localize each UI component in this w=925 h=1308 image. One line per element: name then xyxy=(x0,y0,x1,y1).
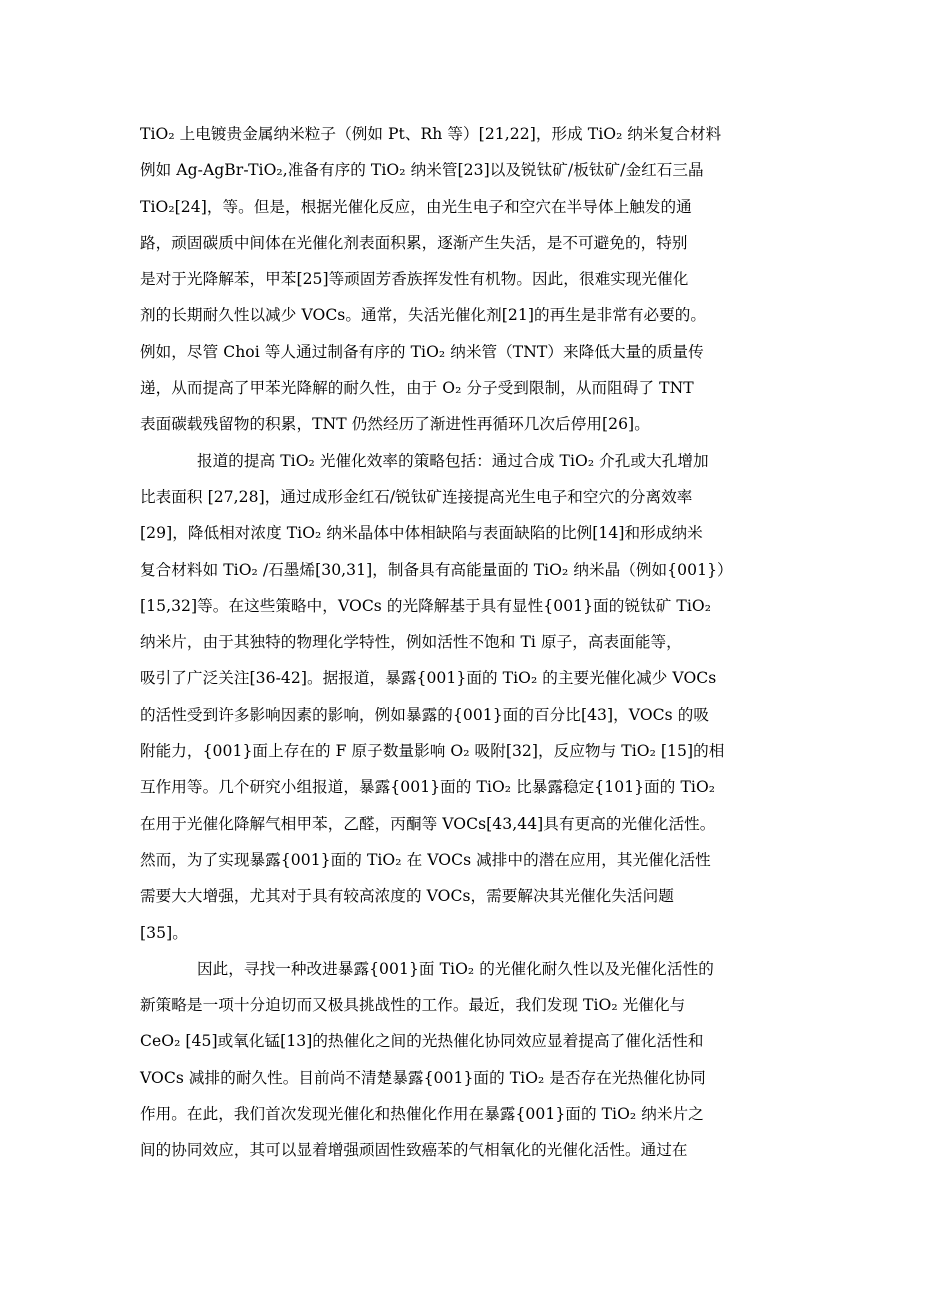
text-line: 纳米片，由于其独特的物理化学特性，例如活性不饱和 Ti 原子，高表面能等， xyxy=(140,633,682,652)
text-line: [15,32]等。在这些策略中，VOCs 的光降解基于具有显性{001}面的锐钛矿 TiO₂ xyxy=(140,596,712,615)
text-line: 的活性受到许多影响因素的影响，例如暴露的{001}面的百分比[43]，VOCs 的吸 xyxy=(140,705,710,724)
text-line: 然而，为了实现暴露{001}面的 TiO₂ 在 VOCs 减排中的潜在应用，其光催化活性 xyxy=(140,850,711,869)
text-line: VOCs 减排的耐久性。目前尚不清楚暴露{001}面的 TiO₂ 是否存在光热催化协同 xyxy=(140,1068,706,1087)
text-line: 例如，尽管 Choi 等人通过制备有序的 TiO₂ 纳米管（TNT）来降低大量的质量传 xyxy=(140,342,704,361)
text-line: TiO₂ 上电镀贵金属纳米粒子（例如 Pt、Rh 等）[21,22]，形成 TiO₂ 纳米复合材料 xyxy=(140,125,722,143)
paragraph-first-line: 报道的提高 TiO₂ 光催化效率的策略包括：通过合成 TiO₂ 介孔或大孔增加 xyxy=(197,451,709,470)
text-line: 是对于光降解苯，甲苯[25]等顽固芳香族挥发性有机物。因此，很难实现光催化 xyxy=(140,270,689,289)
text-line: 需要大大增强，尤其对于具有较高浓度的 VOCs，需要解决其光催化失活问题 xyxy=(140,887,674,906)
text-line: TiO₂[24]，等。但是，根据光催化反应，由光生电子和空穴在半导体上触发的通 xyxy=(140,197,692,216)
text-line: 剂的长期耐久性以减少 VOCs。通常，失活光催化剂[21]的再生是非常有必要的。 xyxy=(140,306,707,325)
text-line: 递，从而提高了甲苯光降解的耐久性，由于 O₂ 分子受到限制，从而阻碍了 TNT xyxy=(140,379,694,398)
text-line: 比表面积 [27,28]，通过成形金红石/锐钛矿连接提高光生电子和空穴的分离效率 xyxy=(140,487,693,506)
text-line: 路，顽固碳质中间体在光催化剂表面积累，逐渐产生失活，是不可避免的，特别 xyxy=(140,233,688,252)
text-line: 例如 Ag-AgBr-TiO₂,准备有序的 TiO₂ 纳米管[23]以及锐钛矿/板钛矿/金红石三晶 xyxy=(140,161,704,180)
text-line: 复合材料如 TiO₂ /石墨烯[30,31]，制备具有高能量面的 TiO₂ 纳米晶（例如{001}） xyxy=(140,560,733,579)
text-line: [35]。 xyxy=(140,923,188,942)
text-line: 在用于光催化降解气相甲苯，乙醛，丙酮等 VOCs[43,44]具有更高的光催化活性。 xyxy=(140,814,716,833)
text-line: 吸引了广泛关注[36-42]。据报道，暴露{001}面的 TiO₂ 的主要光催化减少 VOCs xyxy=(140,669,717,688)
text-line: 作用。在此，我们首次发现光催化和热催化作用在暴露{001}面的 TiO₂ 纳米片之 xyxy=(140,1105,704,1124)
text-line: 新策略是一项十分迫切而又极具挑战性的工作。最近，我们发现 TiO₂ 光催化与 xyxy=(140,996,686,1015)
text-line: 互作用等。几个研究小组报道，暴露{001}面的 TiO₂ 比暴露稳定{101}面的 TiO₂ xyxy=(140,778,716,797)
text-line: 表面碳载残留物的积累，TNT 仍然经历了渐进性再循环几次后停用[26]。 xyxy=(140,415,650,434)
text-line: 间的协同效应，其可以显着增强顽固性致癌苯的气相氧化的光催化活性。通过在 xyxy=(140,1141,688,1160)
paragraph-first-line: 因此，寻找一种改进暴露{001}面 TiO₂ 的光催化耐久性以及光催化活性的 xyxy=(197,959,714,978)
text-line: 附能力，{001}面上存在的 F 原子数量影响 O₂ 吸附[32]，反应物与 TiO₂ [15]的相 xyxy=(140,742,725,761)
body-text xyxy=(140,116,790,1169)
text-line: [29]，降低相对浓度 TiO₂ 纳米晶体中体相缺陷与表面缺陷的比例[14]和形成纳米 xyxy=(140,524,703,543)
text-line: CeO₂ [45]或氧化锰[13]的热催化之间的光热催化协同效应显着提高了催化活性和 xyxy=(140,1032,704,1051)
